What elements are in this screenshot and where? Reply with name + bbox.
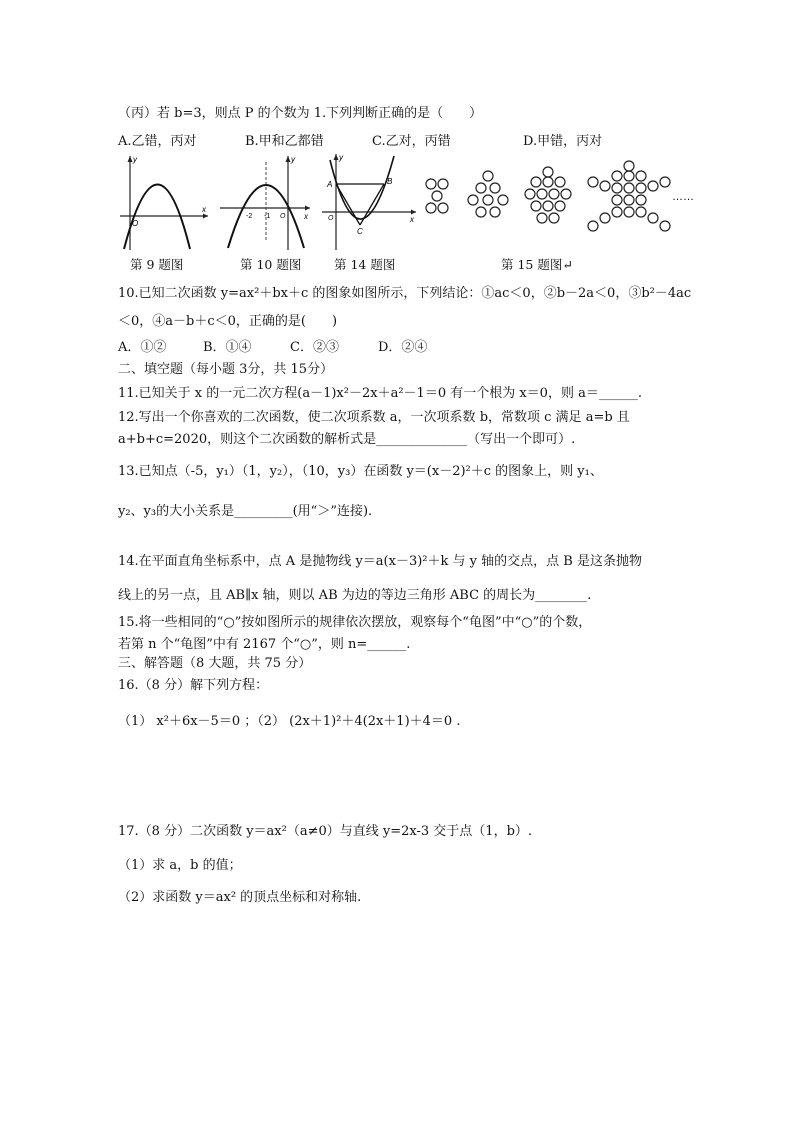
figure-9-graph [118,152,210,252]
question-14-line2: 线上的另一点，且 AB∥x 轴，则以 AB 为边的等边三角形 ABC 的周长为________. [118,588,592,603]
figure-14-caption: 第 14 题图 [334,257,396,272]
question-16-equations: （1） x²＋6x－5＝0 ；（2） (2x＋1)²＋4(2x＋1)＋4＝0 . [118,714,461,729]
svg-text:O: O [132,219,139,228]
ellipsis: …… [672,191,694,203]
question-16-title: 16.（8 分）解下列方程： [118,678,269,693]
q8-option-a: A.乙错，丙对 [118,134,197,149]
svg-text:y: y [133,155,137,164]
point-label-c: C [357,227,363,236]
question-15-line2: 若第 n 个“龟图”中有 2167 个“○”，则 n=______. [118,637,411,652]
question-17-part2: （2）求函数 y＝ax² 的顶点坐标和对称轴. [118,890,362,905]
question-17-title: 17.（8 分）二次函数 y＝ax²（a≠0）与直线 y=2x-3 交于点（1，b）. [118,824,533,839]
question-10-line2: ＜0，④a－b＋c＜0，正确的是( ) [118,314,338,329]
q10-option-d: D．②④ [378,340,428,355]
svg-text:y: y [339,153,343,162]
q10-option-a: A．①② [118,340,167,355]
q8-option-c: C.乙对，丙错 [372,134,451,149]
question-13-line2: y₂、y₃的大小关系是_________(用“＞”连接). [118,504,373,519]
question-12-line2: a+b+c=2020，则这个二次函数的解析式是______________（写出一个即可）. [118,432,576,447]
question-8-stem: （丙）若 b=3，则点 P 的个数为 1.下列判断正确的是（ ） [118,106,483,121]
question-10-line1: 10.已知二次函数 y=ax²＋bx＋c 的图象如图所示，下列结论：①ac＜0，②b－2a＜0，③b²－4ac [118,286,692,301]
svg-text:O: O [280,213,286,220]
tick-label: -1 [264,213,271,220]
svg-text:O: O [328,215,334,222]
svg-text:x: x [304,212,308,221]
q10-option-c: C．②③ [290,340,339,355]
figure-9-caption: 第 9 题图 [130,257,184,272]
figure-15-turtle-pattern [424,160,714,240]
section-2-heading: 二、填空题（每小题 3分，共 15分） [118,362,334,377]
figure-15-caption: 第 15 题图↵ [501,257,573,272]
figure-10-graph [218,152,314,252]
question-11: 11.已知关于 x 的一元二次方程(a－1)x²－2x＋a²－1＝0 有一个根为 x＝0，则 a＝______. [118,386,642,401]
svg-text:x: x [410,215,414,224]
svg-text:y: y [291,155,295,164]
section-3-heading: 三、解答题（8 大题，共 75 分） [118,656,312,671]
q8-option-b: B.甲和乙都错 [245,134,324,149]
tick-label: -2 [246,213,253,220]
question-15-line1: 15.将一些相同的“○”按如图所示的规律依次摆放，观察每个“龟图”中“○”的个数， [118,615,592,630]
q8-option-d: D.甲错，丙对 [523,134,603,149]
point-label-b: B [387,177,393,186]
svg-text:x: x [202,205,206,214]
question-12-line1: 12.写出一个你喜欢的二次函数，使二次项系数 a，一次项系数 b，常数项 c 满足 a=b 且 [118,410,630,425]
question-17-part1: （1）求 a，b 的值； [118,858,242,873]
question-14-line1: 14.在平面直角坐标系中，点 A 是抛物线 y＝a(x－3)²＋k 与 y 轴的交点，点 B 是这条抛物 [118,554,642,569]
figure-14-graph [320,150,420,252]
point-label-a: A [327,180,333,189]
figure-10-caption: 第 10 题图 [240,257,302,272]
question-13-line1: 13.已知点（-5，y₁）（1，y₂），（10，y₃）在函数 y＝(x－2)²＋c 的图象上，则 y₁、 [118,464,603,479]
q10-option-b: B．①④ [203,340,252,355]
